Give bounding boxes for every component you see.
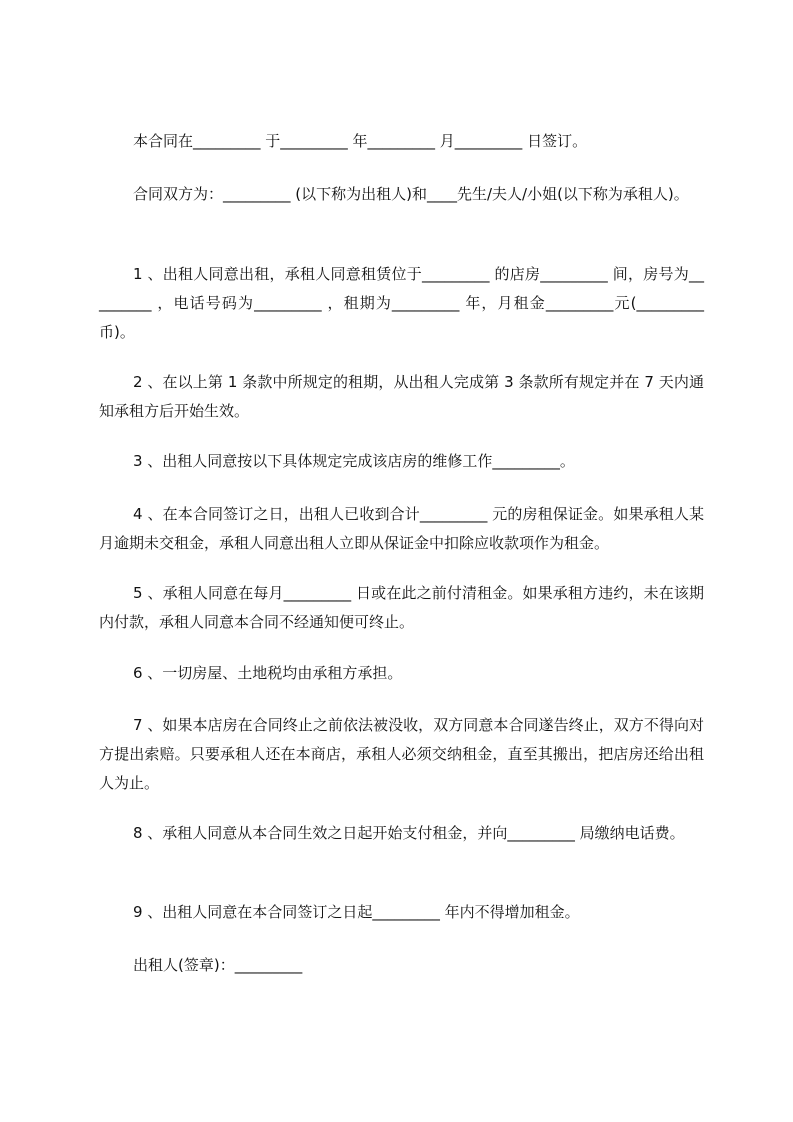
lessor-signature-line: 出租人(签章)：_________ [133, 956, 303, 974]
clause-9: 9 、出租人同意在本合同签订之日起_________ 年内不得增加租金。 [133, 903, 580, 921]
clause-3: 3 、出租人同意按以下具体规定完成该店房的维修工作_________。 [133, 452, 575, 470]
clause-7: 7 、如果本店房在合同终止之前依法被没收，双方同意本合同遂告终止，双方不得向对方提出索赔。只要承租人还在本商店，承租人必须交纳租金，直至其搬出，把店房还给出租人为止。 [99, 716, 704, 792]
clause-4: 4 、在本合同签订之日，出租人已收到合计_________ 元的房租保证金。如果承租人某月逾期未交租金，承租人同意出租人立即从保证金中扣除应收款项作为租金。 [99, 505, 704, 552]
clause-5: 5 、承租人同意在每月_________ 日或在此之前付清租金。如果承租方违约，未在该期内付款，承租人同意本合同不经通知便可终止。 [99, 584, 704, 631]
contract-intro: 本合同在_________ 于_________ 年_________ 月_________ 日签订。 [133, 132, 588, 150]
clause-2: 2 、在以上第 1 条款中所规定的租期，从出租人完成第 3 条款所有规定并在 7 天内通知承租方后开始生效。 [99, 373, 704, 420]
contract-parties: 合同双方为：_________ (以下称为出租人)和____先生/夫人/小姐(以下称为承租人)。 [133, 185, 689, 203]
clause-6: 6 、一切房屋、土地税均由承租方承担。 [133, 664, 403, 682]
clause-1: 1 、出租人同意出租，承租人同意租赁位于_________ 的店房_________ 间，房号为_________ ，电话号码为_________ ，租期为_________ 年，月租金_________元(_________ 币)。 [99, 265, 709, 341]
clause-8: 8 、承租人同意从本合同生效之日起开始支付租金，并向_________ 局缴纳电话费。 [133, 824, 685, 842]
